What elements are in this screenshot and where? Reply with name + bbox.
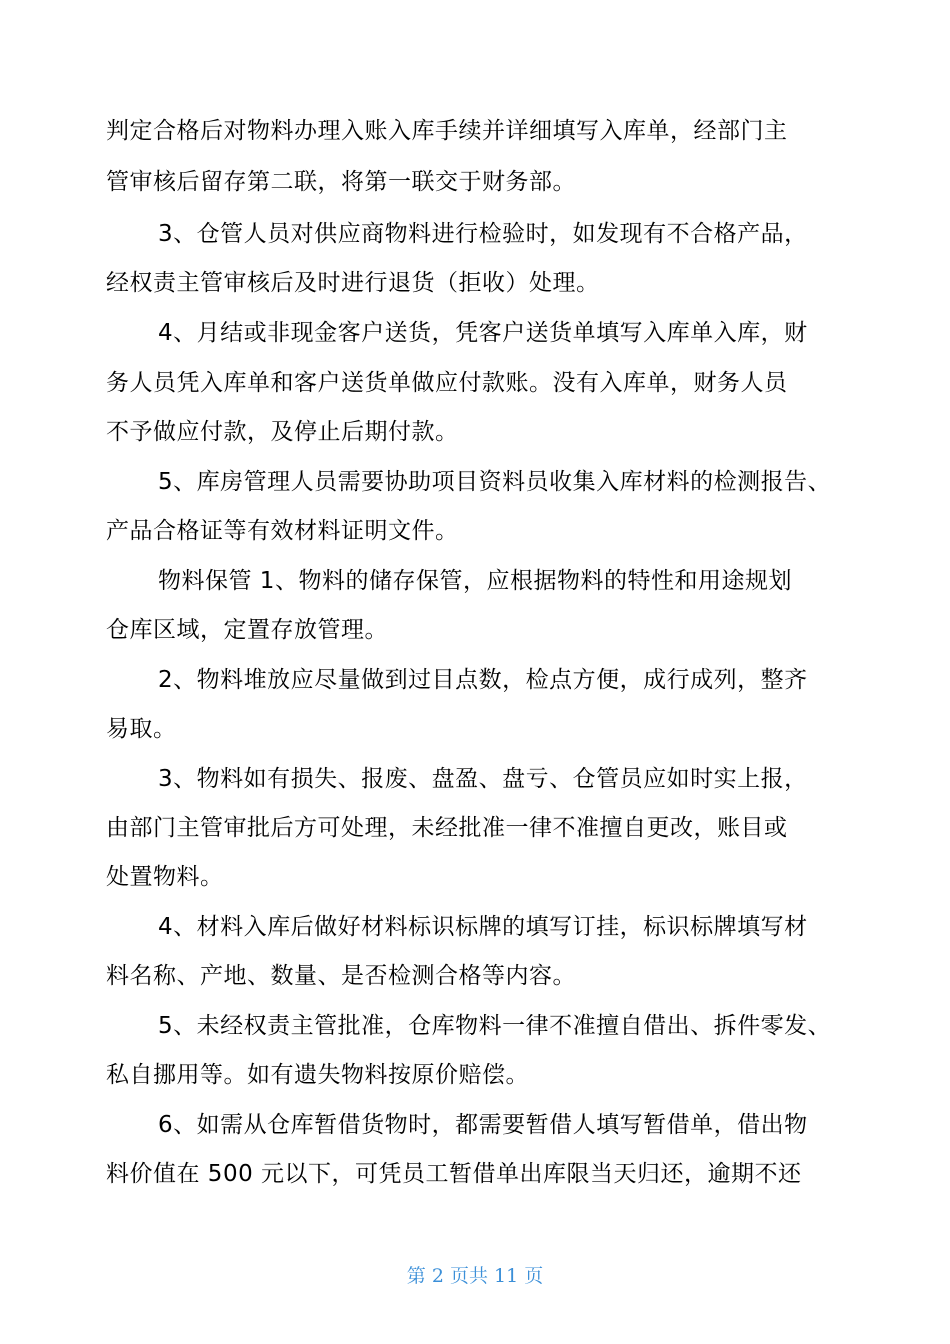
text-line: 判定合格后对物料办理入账入库手续并详细填写入库单，经部门主 — [106, 118, 788, 144]
text-line: 3、物料如有损失、报废、盘盈、盘亏、仓管员应如时实上报， — [158, 766, 808, 792]
text-line: 仓库区域，定置存放管理。 — [106, 617, 388, 643]
page-footer: 第 2 页共 11 页 — [406, 1265, 544, 1287]
text-line: 处置物料。 — [106, 864, 224, 890]
text-line: 私自挪用等。如有遗失物料按原价赔偿。 — [106, 1062, 529, 1088]
text-line: 6、如需从仓库暂借货物时，都需要暂借人填写暂借单，借出物 — [158, 1112, 808, 1138]
text-line: 易取。 — [106, 716, 177, 742]
text-line: 5、库房管理人员需要协助项目资料员收集入库材料的检测报告、 — [158, 469, 832, 495]
text-line: 4、材料入库后做好材料标识标牌的填写订挂，标识标牌填写材 — [158, 914, 808, 940]
text-line: 不予做应付款，及停止后期付款。 — [106, 419, 459, 445]
text-line: 4、月结或非现金客户送货，凭客户送货单填写入库单入库，财 — [158, 320, 808, 346]
text-line: 5、未经权责主管批准，仓库物料一律不准擅自借出、拆件零发、 — [158, 1013, 832, 1039]
text-line: 2、物料堆放应尽量做到过目点数，检点方便，成行成列，整齐 — [158, 667, 808, 693]
text-line: 料价值在 500 元以下，可凭员工暂借单出库限当天归还，逾期不还 — [106, 1161, 802, 1187]
text-line: 管审核后留存第二联，将第一联交于财务部。 — [106, 169, 576, 195]
text-line: 3、仓管人员对供应商物料进行检验时，如发现有不合格产品， — [158, 221, 808, 247]
text-line: 产品合格证等有效材料证明文件。 — [106, 518, 459, 544]
text-line: 料名称、产地、数量、是否检测合格等内容。 — [106, 963, 576, 989]
text-line: 由部门主管审批后方可处理，未经批准一律不准擅自更改，账目或 — [106, 815, 788, 841]
text-line: 经权责主管审核后及时进行退货（拒收）处理。 — [106, 270, 600, 296]
text-line: 务人员凭入库单和客户送货单做应付款账。没有入库单，财务人员 — [106, 370, 788, 396]
text-line: 物料保管 1、物料的储存保管，应根据物料的特性和用途规划 — [158, 568, 792, 594]
